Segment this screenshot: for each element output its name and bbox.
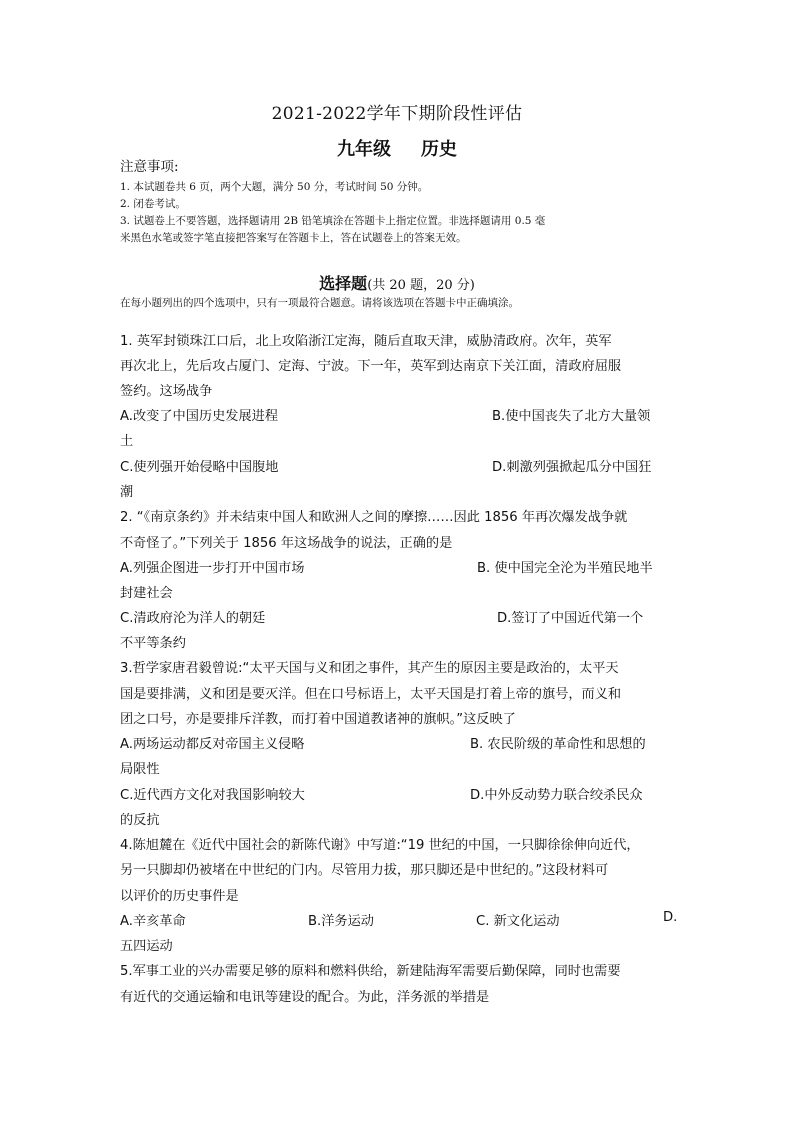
question-line: 5.军事工业的兴办需要足够的原料和燃料供给，新建陆海军需要后勤保障，同时也需要: [120, 964, 621, 979]
option-c: C.清政府沦为洋人的朝廷: [120, 611, 266, 626]
exam-subtitle: [0, 135, 794, 161]
option-b-wrap: 土: [120, 434, 134, 449]
grade-label: 九年级: [337, 139, 391, 160]
notes-item: 2. 闭卷考试。: [120, 198, 186, 210]
option-d-wrap: 五四运动: [120, 939, 173, 954]
notes-heading: 注意事项:: [120, 159, 179, 175]
question-line: 团之口号，亦是要排斥洋教，而打着中国道教诸神的旗帜。”这反映了: [120, 712, 516, 727]
exam-title: 2021-2022学年下期阶段性评估: [271, 104, 523, 124]
section-header: [0, 271, 794, 294]
question-line: 签约。这场战争: [120, 384, 213, 399]
question-line: 1. 英军封锁珠江口后，北上攻陷浙江定海，随后直取天津，威胁清政府。次年，英军: [120, 334, 612, 349]
notes-item: 3. 试题卷上不要答题，选择题请用 2B 铅笔填涂在答题卡上指定位置。非选择题请用 0.5 毫: [120, 215, 546, 227]
option-a: A.列强企图进一步打开中国市场: [120, 561, 305, 576]
notes-item: 1. 本试题卷共 6 页，两个大题，满分 50 分，考试时间 50 分钟。: [120, 181, 429, 193]
option-d: D.中外反动势力联合绞杀民众: [470, 788, 643, 803]
subject-label: 历史: [421, 139, 457, 160]
section-meta: (共 20 题，20 分): [367, 278, 475, 293]
question-line: 另一只脚却仍被堵在中世纪的门内。尽管用力拔，那只脚还是中世纪的。”这段材料可: [120, 863, 609, 878]
question-line: 再次北上，先后攻占厦门、定海、宁波。下一年，英军到达南京下关江面，清政府屈服: [120, 359, 622, 374]
question-line: 4.陈旭麓在《近代中国社会的新陈代谢》中写道:“19 世纪的中国，一只脚徐徐伸向近代，: [120, 838, 640, 853]
option-d: D.: [663, 910, 678, 925]
section-instruction: 在每小题列出的四个选项中，只有一项最符合题意。请将该选项在答题卡中正确填涂。: [120, 297, 519, 309]
question-line: 3.哲学家唐君毅曾说:“太平天国与义和团之事件，其产生的原因主要是政治的，太平天: [120, 661, 619, 676]
question-line: 国是要排满，义和团是要灭洋。但在口号标语上，太平天国是打着上帝的旗号，而义和: [120, 687, 622, 702]
question-line: 有近代的交通运输和电讯等建设的配合。为此，洋务派的举措是: [120, 990, 490, 1005]
option-c: C. 新文化运动: [476, 914, 560, 929]
option-b-wrap: 局限性: [120, 762, 160, 777]
option-a: A.辛亥革命: [120, 914, 186, 929]
notes-item: 米黑色水笔或签字笔直接把答案写在答题卡上，答在试题卷上的答案无效。: [120, 232, 467, 244]
question-line: 不奇怪了。”下列关于 1856 年这场战争的说法，正确的是: [120, 536, 453, 551]
option-b: B.洋务运动: [308, 914, 374, 929]
option-d: D.签订了中国近代第一个: [497, 611, 644, 626]
option-d-wrap: 的反抗: [120, 813, 160, 828]
section-title: 选择题: [319, 274, 368, 293]
option-b: B. 使中国完全沦为半殖民地半: [477, 561, 653, 576]
option-d: D.刺激列强掀起瓜分中国狂: [492, 460, 652, 475]
option-b: B. 农民阶级的革命性和思想的: [470, 737, 646, 752]
option-c: C.使列强开始侵略中国腹地: [120, 460, 279, 475]
option-a: A.改变了中国历史发展进程: [120, 409, 279, 424]
question-line: 2. “《南京条约》并未结束中国人和欧洲人之间的摩擦……因此 1856 年再次爆发战争就: [120, 510, 628, 525]
option-d-wrap: 潮: [120, 485, 134, 500]
question-line: 以评价的历史事件是: [120, 889, 239, 904]
option-b: B.使中国丧失了北方大量领: [492, 409, 651, 424]
option-d-wrap: 不平等条约: [120, 636, 186, 651]
option-a: A.两场运动都反对帝国主义侵略: [120, 737, 305, 752]
option-c: C.近代西方文化对我国影响较大: [120, 788, 305, 803]
option-b-wrap: 封建社会: [120, 586, 173, 601]
